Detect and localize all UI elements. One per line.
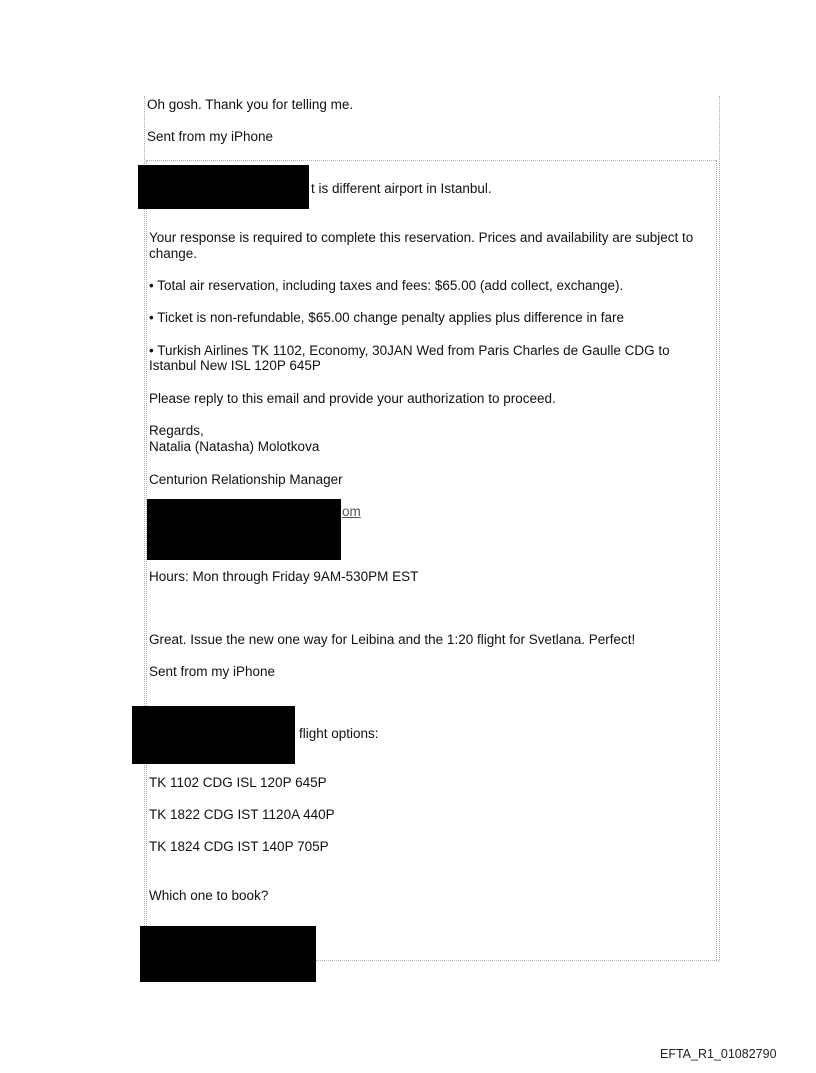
office-hours: Hours: Mon through Friday 9AM-530PM EST	[149, 569, 419, 584]
reservation-bullet-total: • Total air reservation, including taxes and fees: $65.00 (add collect, exchange).	[149, 278, 624, 293]
email-link[interactable]: om	[342, 504, 361, 519]
reply-text: Oh gosh. Thank you for telling me.	[147, 97, 354, 112]
reservation-request: Please reply to this email and provide your authorization to proceed.	[149, 391, 556, 406]
redaction-block	[147, 499, 341, 560]
quote-border-outer-right	[719, 96, 720, 962]
quote-border-inner-top	[146, 160, 716, 161]
agent-title: Centurion Relationship Manager	[149, 472, 343, 487]
reservation-intro: Your response is required to complete this reservation. Prices and availability are subject to change.	[149, 230, 694, 261]
flight-option: TK 1822 CDG IST 1120A 440P	[149, 807, 335, 822]
quote-border-inner-left	[146, 160, 147, 960]
reservation-bullet-refund: • Ticket is non-refundable, $65.00 change penalty applies plus difference in fare	[149, 310, 625, 325]
booking-question: Which one to book?	[149, 888, 269, 903]
reply-signature: Sent from my iPhone	[149, 664, 276, 679]
flight-option: TK 1824 CDG IST 140P 705P	[149, 839, 329, 854]
quote-border-inner-right	[716, 160, 717, 960]
flight-option: TK 1102 CDG ISL 120P 645P	[149, 775, 327, 790]
redaction-block	[140, 926, 316, 982]
reservation-bullet-flight: • Turkish Airlines TK 1102, Economy, 30JAN Wed from Paris Charles de Gaulle CDG to	[149, 343, 670, 358]
quote-border-outer-left	[144, 96, 145, 962]
reservation-bullet-flight-cont: Istanbul New ISL 120P 645P	[149, 358, 321, 373]
redaction-block	[132, 706, 295, 764]
reply-signature: Sent from my iPhone	[147, 129, 274, 144]
reply-text: Great. Issue the new one way for Leibina and the 1:20 flight for Svetlana. Perfect!	[149, 632, 636, 647]
airport-note: t is different airport in Istanbul.	[311, 181, 492, 196]
agent-name: Natalia (Natasha) Molotkova	[149, 439, 320, 454]
redaction-block	[138, 165, 309, 209]
regards: Regards,	[149, 423, 204, 438]
document-id: EFTA_R1_01082790	[660, 1047, 777, 1061]
flight-options-intro: flight options:	[299, 726, 379, 741]
